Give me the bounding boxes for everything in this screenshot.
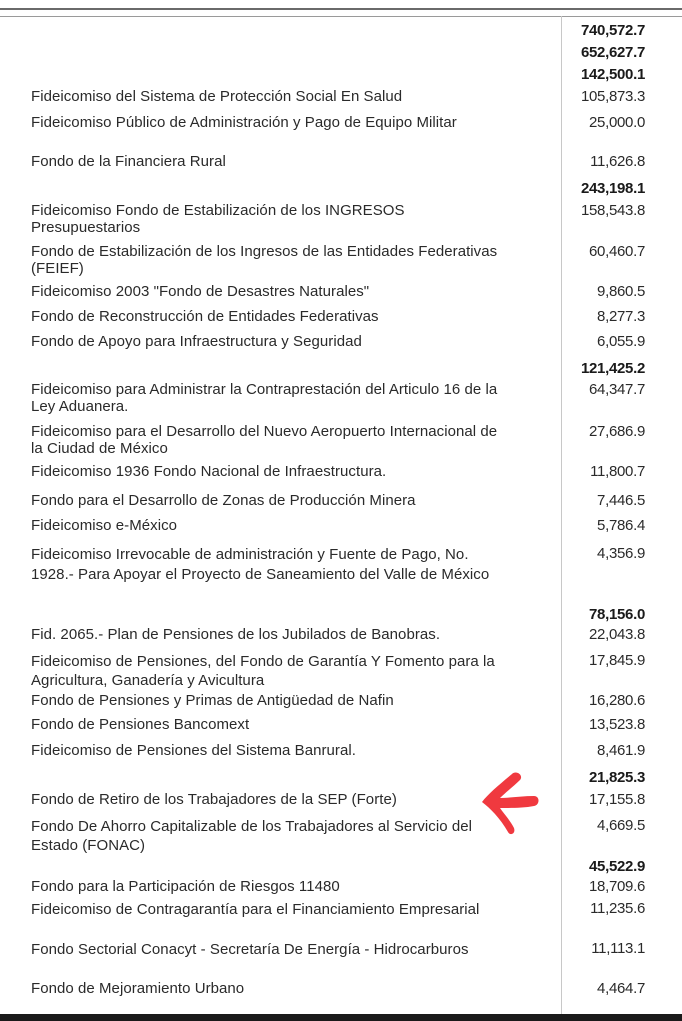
row-label: Fideicomiso de Contragarantía para el Financiamiento Empresarial: [31, 901, 480, 918]
row-value: 9,860.5: [597, 283, 645, 300]
group-total-value: 45,522.9: [589, 858, 645, 875]
group-total-value: 78,156.0: [589, 606, 645, 623]
top-rule-secondary: [0, 16, 682, 17]
row-value: 25,000.0: [589, 114, 645, 131]
row-label: Fideicomiso para Administrar la Contraprestación del Articulo 16 de la Ley Aduanera.: [31, 381, 498, 415]
row-label: Fideicomiso Irrevocable de administración y Fuente de Pago, No. 1928.- Para Apoyar el Proyecto de Saneamiento del Valle de México: [31, 546, 490, 583]
row-value: 22,043.8: [589, 626, 645, 643]
row-label: Fideicomiso de Pensiones del Sistema Banrural.: [31, 742, 356, 759]
row-value: 6,055.9: [597, 333, 645, 350]
column-divider: [561, 16, 562, 1016]
top-rule: [0, 8, 682, 10]
row-label: Fondo de Pensiones Bancomext: [31, 716, 250, 733]
row-label: Fondo Sectorial Conacyt - Secretaría De Energía - Hidrocarburos: [31, 941, 469, 958]
row-value: 17,845.9: [589, 652, 645, 669]
row-value: 17,155.8: [589, 791, 645, 808]
row-value: 11,626.8: [590, 153, 645, 170]
row-label: Fondo de la Financiera Rural: [31, 153, 226, 170]
row-label: Fid. 2065.- Plan de Pensiones de los Jubilados de Banobras.: [31, 626, 441, 643]
row-label: Fondo de Retiro de los Trabajadores de la SEP (Forte): [31, 791, 397, 808]
group-total-value: 142,500.1: [580, 66, 645, 83]
row-value: 18,709.6: [589, 878, 645, 895]
row-value: 4,464.7: [597, 980, 645, 997]
row-label: Fideicomiso 2003 "Fondo de Desastres Naturales": [31, 283, 370, 300]
row-value: 8,461.9: [597, 742, 645, 759]
row-label: Fideicomiso e-México: [31, 517, 178, 534]
grand-total-value: 740,572.7: [580, 22, 645, 39]
row-value: 11,113.1: [591, 940, 645, 957]
row-value: 7,446.5: [597, 492, 645, 509]
bottom-border: [0, 1014, 682, 1021]
row-value: 4,669.5: [597, 817, 645, 834]
row-value: 105,873.3: [580, 88, 645, 105]
row-label: Fondo para la Participación de Riesgos 11480: [31, 878, 340, 895]
row-label: Fondo de Apoyo para Infraestructura y Seguridad: [31, 333, 362, 350]
row-value: 4,356.9: [597, 545, 645, 562]
row-label: Fondo de Estabilización de los Ingresos de las Entidades Federativas (FEIEF): [31, 243, 498, 277]
row-label: Fideicomiso del Sistema de Protección Social En Salud: [31, 88, 403, 105]
red-arrow-icon: [478, 770, 540, 840]
row-value: 5,786.4: [597, 517, 645, 534]
row-value: 27,686.9: [589, 423, 645, 440]
group-total-value: 121,425.2: [580, 360, 645, 377]
row-label: Fideicomiso Público de Administración y Pago de Equipo Militar: [31, 114, 457, 131]
row-value: 11,235.6: [590, 900, 645, 917]
group-total-value: 21,825.3: [589, 769, 645, 786]
row-label: Fondo De Ahorro Capitalizable de los Trabajadores al Servicio del Estado (FONAC): [31, 818, 472, 854]
row-value: 13,523.8: [589, 716, 645, 733]
row-value: 64,347.7: [589, 381, 645, 398]
row-label: Fondo de Mejoramiento Urbano: [31, 980, 245, 997]
group-total-value: 243,198.1: [580, 180, 645, 197]
row-label: Fideicomiso de Pensiones, del Fondo de Garantía Y Fomento para la Agricultura, Ganadería y Avicultura: [31, 653, 495, 689]
row-value: 60,460.7: [589, 243, 645, 260]
row-label: Fideicomiso 1936 Fondo Nacional de Infraestructura.: [31, 463, 387, 480]
row-value: 16,280.6: [589, 692, 645, 709]
row-label: Fondo para el Desarrollo de Zonas de Producción Minera: [31, 492, 416, 509]
row-label: Fondo de Reconstrucción de Entidades Federativas: [31, 308, 379, 325]
row-value: 158,543.8: [580, 202, 645, 219]
row-value: 11,800.7: [590, 463, 645, 480]
row-label: Fondo de Pensiones y Primas de Antigüedad de Nafin: [31, 692, 394, 709]
subtotal-value: 652,627.7: [580, 44, 645, 61]
row-label: Fideicomiso para el Desarrollo del Nuevo Aeropuerto Internacional de la Ciudad de México: [31, 423, 498, 457]
row-label: Fideicomiso Fondo de Estabilización de los INGRESOS Presupuestarios: [31, 202, 405, 236]
row-value: 8,277.3: [597, 308, 645, 325]
